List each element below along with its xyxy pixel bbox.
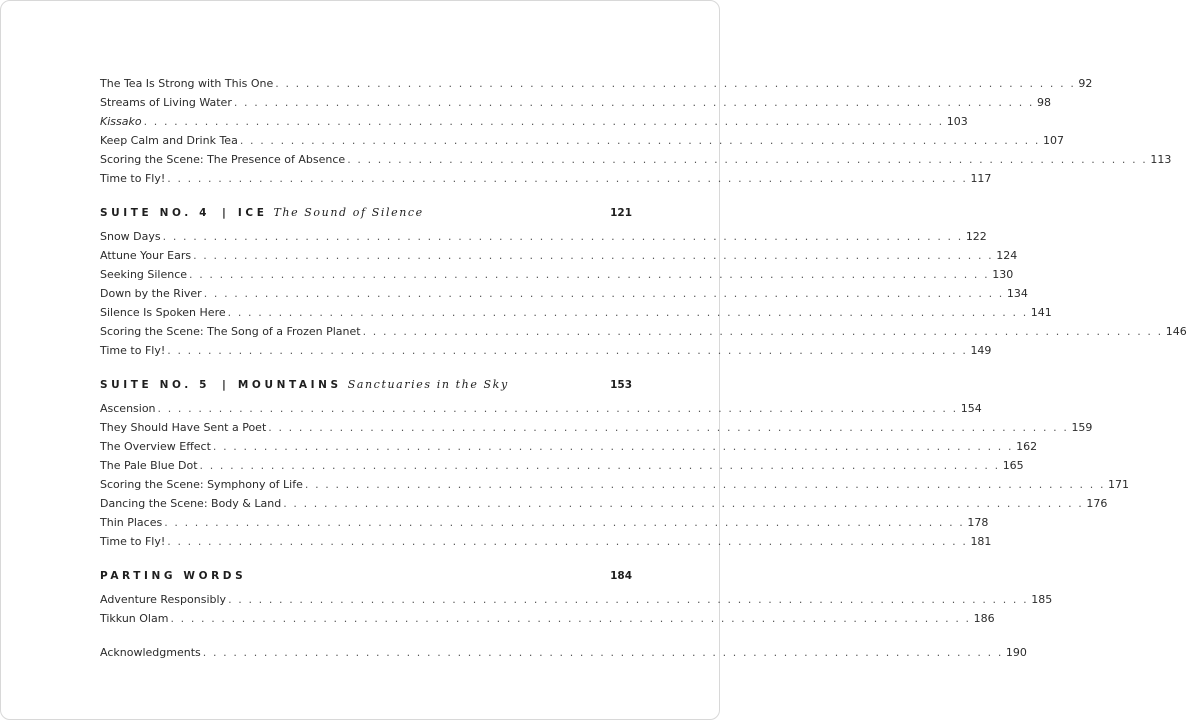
dot-leader: . . . . . . . . . . . . . . . . . . . . . . . . . . . . . . . . . . . . . . . . . . . . . . . . . . . . . . . . . . . . . . . . . . . . . . . . . . . . . . . (157, 402, 958, 415)
entry-title: Scoring the Scene: The Song of a Frozen Planet (100, 325, 361, 338)
dot-leader: . . . . . . . . . . . . . . . . . . . . . . . . . . . . . . . . . . . . . . . . . . . . . . . . . . . . . . . . . . . . . . . . . . . . . . . . . . . . . . . (162, 230, 963, 243)
entry-title: The Tea Is Strong with This One (100, 77, 274, 90)
dot-leader: . . . . . . . . . . . . . . . . . . . . . . . . . . . . . . . . . . . . . . . . . . . . . . . . . . . . . . . . . . . . . . . . . . . . . . . . . . . . . . . (362, 325, 1163, 338)
section-gap (100, 551, 632, 566)
toc-entry[interactable] (100, 246, 1018, 265)
toc-entry[interactable] (100, 513, 989, 532)
entry-page-number: 130 (992, 268, 1014, 281)
entry-page-number: 178 (967, 516, 989, 529)
entry-title: Acknowledgments (100, 646, 201, 659)
entry-page-number: 159 (1071, 421, 1093, 434)
section-label: SUITE NO. 4 (100, 207, 211, 219)
toc-entry[interactable] (100, 456, 1024, 475)
toc-entry[interactable] (100, 609, 995, 628)
dot-leader: . . . . . . . . . . . . . . . . . . . . . . . . . . . . . . . . . . . . . . . . . . . . . . . . . . . . . . . . . . . . . . . . . . . . . . . . . . . . . . . (193, 249, 994, 262)
entry-page-number: 162 (1016, 440, 1038, 453)
entry-page-number: 165 (1002, 459, 1024, 472)
entry-title: Time to Fly! (100, 344, 166, 357)
entry-title: Snow Days (100, 230, 161, 243)
entry-title: Kissako (100, 115, 142, 128)
section-page-number: 184 (610, 570, 632, 582)
toc-entry[interactable] (100, 437, 1038, 456)
dot-leader: . . . . . . . . . . . . . . . . . . . . . . . . . . . . . . . . . . . . . . . . . . . . . . . . . . . . . . . . . . . . . . . . . . . . . . . . . . . . . . . (268, 421, 1069, 434)
entry-title: Silence Is Spoken Here (100, 306, 226, 319)
entry-title: Seeking Silence (100, 268, 188, 281)
dot-leader: . . . . . . . . . . . . . . . . . . . . . . . . . . . . . . . . . . . . . . . . . . . . . . . . . . . . . . . . . . . . . . . . . . . . . . . . . . . . . . . (167, 172, 968, 185)
section-page-number: 153 (610, 379, 632, 391)
dot-leader: . . . . . . . . . . . . . . . . . . . . . . . . . . . . . . . . . . . . . . . . . . . . . . . . . . . . . . . . . . . . . . . . . . . . . . . . . . . . . . . (227, 306, 1028, 319)
entry-title: Thin Places (100, 516, 163, 529)
entry-page-number: 146 (1165, 325, 1187, 338)
section-heading[interactable] (100, 566, 632, 586)
entry-page-number: 190 (1005, 646, 1027, 659)
entry-title: Scoring the Scene: The Presence of Absence (100, 153, 346, 166)
entry-title: Keep Calm and Drink Tea (100, 134, 238, 147)
entry-title: Adventure Responsibly (100, 593, 227, 606)
dot-leader: . . . . . . . . . . . . . . . . . . . . . . . . . . . . . . . . . . . . . . . . . . . . . . . . . . . . . . . . . . . . . . . . . . . . . . . . . . . . . . . (228, 593, 1029, 606)
toc-entry[interactable] (100, 227, 987, 246)
toc-entry[interactable] (100, 284, 1028, 303)
entry-page-number: 98 (1037, 96, 1052, 109)
entry-page-number: 186 (973, 612, 995, 625)
entry-page-number: 103 (946, 115, 968, 128)
dot-leader: . . . . . . . . . . . . . . . . . . . . . . . . . . . . . . . . . . . . . . . . . . . . . . . . . . . . . . . . . . . . . . . . . . . . . . . . . . . . . . . (167, 535, 968, 548)
toc-entry[interactable] (100, 590, 1053, 609)
section-heading[interactable] (100, 375, 632, 395)
dot-leader: . . . . . . . . . . . . . . . . . . . . . . . . . . . . . . . . . . . . . . . . . . . . . . . . . . . . . . . . . . . . . . . . . . . . . . . . . . . . . . . (239, 134, 1040, 147)
section-label: SUITE NO. 5 (100, 379, 211, 391)
entry-page-number: 122 (965, 230, 987, 243)
toc-entry[interactable] (100, 150, 1172, 169)
section-gap (100, 628, 632, 643)
toc-entry[interactable] (100, 399, 982, 418)
entry-title: Tikkun Olam (100, 612, 169, 625)
section-subtitle: The Sound of Silence (273, 206, 424, 219)
section-heading[interactable] (100, 203, 632, 223)
entry-title: Down by the River (100, 287, 202, 300)
table-of-contents (100, 74, 1187, 662)
toc-entry[interactable] (100, 93, 1052, 112)
toc-entry[interactable] (100, 303, 1052, 322)
dot-leader: . . . . . . . . . . . . . . . . . . . . . . . . . . . . . . . . . . . . . . . . . . . . . . . . . . . . . . . . . . . . . . . . . . . . . . . . . . . . . . . (167, 344, 968, 357)
dot-leader: . . . . . . . . . . . . . . . . . . . . . . . . . . . . . . . . . . . . . . . . . . . . . . . . . . . . . . . . . . . . . . . . . . . . . . . . . . . . . . . (275, 77, 1076, 90)
entry-page-number: 113 (1150, 153, 1172, 166)
entry-title: The Overview Effect (100, 440, 211, 453)
entry-page-number: 176 (1086, 497, 1108, 510)
dot-leader: . . . . . . . . . . . . . . . . . . . . . . . . . . . . . . . . . . . . . . . . . . . . . . . . . . . . . . . . . . . . . . . . . . . . . . . . . . . . . . . (212, 440, 1014, 453)
entry-page-number: 92 (1078, 77, 1093, 90)
toc-entry[interactable] (100, 112, 968, 131)
entry-page-number: 134 (1006, 287, 1028, 300)
toc-entry[interactable] (100, 418, 1093, 437)
entry-page-number: 185 (1031, 593, 1053, 606)
entry-page-number: 171 (1108, 478, 1130, 491)
section-separator: | (222, 207, 226, 219)
entry-page-number: 117 (970, 172, 992, 185)
toc-entry[interactable] (100, 322, 1187, 341)
entry-page-number: 181 (970, 535, 992, 548)
section-name: MOUNTAINS (237, 379, 342, 391)
toc-entry[interactable] (100, 74, 1093, 93)
section-label: PARTING WORDS (100, 570, 247, 582)
entry-title: The Pale Blue Dot (100, 459, 198, 472)
toc-entry[interactable] (100, 131, 1064, 150)
dot-leader: . . . . . . . . . . . . . . . . . . . . . . . . . . . . . . . . . . . . . . . . . . . . . . . . . . . . . . . . . . . . . . . . . . . . . . . . . . . . . . . (189, 268, 990, 281)
entry-page-number: 141 (1030, 306, 1052, 319)
dot-leader: . . . . . . . . . . . . . . . . . . . . . . . . . . . . . . . . . . . . . . . . . . . . . . . . . . . . . . . . . . . . . . . . . . . . . . . . . . . . . . . (170, 612, 971, 625)
toc-entry[interactable] (100, 475, 1130, 494)
entry-page-number: 107 (1042, 134, 1064, 147)
toc-entry[interactable] (100, 643, 1027, 662)
entry-title: Streams of Living Water (100, 96, 232, 109)
dot-leader: . . . . . . . . . . . . . . . . . . . . . . . . . . . . . . . . . . . . . . . . . . . . . . . . . . . . . . . . . . . . . . . . . . . . . . . . . . . . . . . (199, 459, 1000, 472)
entry-title: They Should Have Sent a Poet (100, 421, 267, 434)
toc-entry[interactable] (100, 341, 992, 360)
dot-leader: . . . . . . . . . . . . . . . . . . . . . . . . . . . . . . . . . . . . . . . . . . . . . . . . . . . . . . . . . . . . . . . . . . . . . . . . . . . . . . . (283, 497, 1084, 510)
toc-entry[interactable] (100, 169, 992, 188)
section-page-number: 121 (610, 207, 632, 219)
toc-entry[interactable] (100, 265, 1014, 284)
entry-title: Attune Your Ears (100, 249, 192, 262)
section-name: ICE (237, 207, 268, 219)
section-gap (100, 360, 632, 375)
section-gap (100, 188, 632, 203)
entry-title: Ascension (100, 402, 156, 415)
entry-page-number: 124 (996, 249, 1018, 262)
dot-leader: . . . . . . . . . . . . . . . . . . . . . . . . . . . . . . . . . . . . . . . . . . . . . . . . . . . . . . . . . . . . . . . . . . . . . . . . . . . . . . . (304, 478, 1106, 491)
dot-leader: . . . . . . . . . . . . . . . . . . . . . . . . . . . . . . . . . . . . . . . . . . . . . . . . . . . . . . . . . . . . . . . . . . . . . . . . . . . . . . . (347, 153, 1148, 166)
toc-entry[interactable] (100, 532, 992, 551)
dot-leader: . . . . . . . . . . . . . . . . . . . . . . . . . . . . . . . . . . . . . . . . . . . . . . . . . . . . . . . . . . . . . . . . . . . . . . . . . . . . . . . (233, 96, 1035, 109)
entry-title: Dancing the Scene: Body & Land (100, 497, 282, 510)
section-subtitle: Sanctuaries in the Sky (347, 378, 509, 391)
dot-leader: . . . . . . . . . . . . . . . . . . . . . . . . . . . . . . . . . . . . . . . . . . . . . . . . . . . . . . . . . . . . . . . . . . . . . . . . . . . . . . . (202, 646, 1003, 659)
dot-leader: . . . . . . . . . . . . . . . . . . . . . . . . . . . . . . . . . . . . . . . . . . . . . . . . . . . . . . . . . . . . . . . . . . . . . . . . . . . . . . . (203, 287, 1004, 300)
entry-page-number: 154 (960, 402, 982, 415)
entry-title: Scoring the Scene: Symphony of Life (100, 478, 303, 491)
entry-title: Time to Fly! (100, 535, 166, 548)
dot-leader: . . . . . . . . . . . . . . . . . . . . . . . . . . . . . . . . . . . . . . . . . . . . . . . . . . . . . . . . . . . . . . . . . . . . . . . . . . . . . . . (164, 516, 965, 529)
section-separator: | (222, 379, 226, 391)
dot-leader: . . . . . . . . . . . . . . . . . . . . . . . . . . . . . . . . . . . . . . . . . . . . . . . . . . . . . . . . . . . . . . . . . . . . . . . . . . . . . . . (143, 115, 944, 128)
entry-page-number: 149 (970, 344, 992, 357)
entry-title: Time to Fly! (100, 172, 166, 185)
toc-entry[interactable] (100, 494, 1108, 513)
